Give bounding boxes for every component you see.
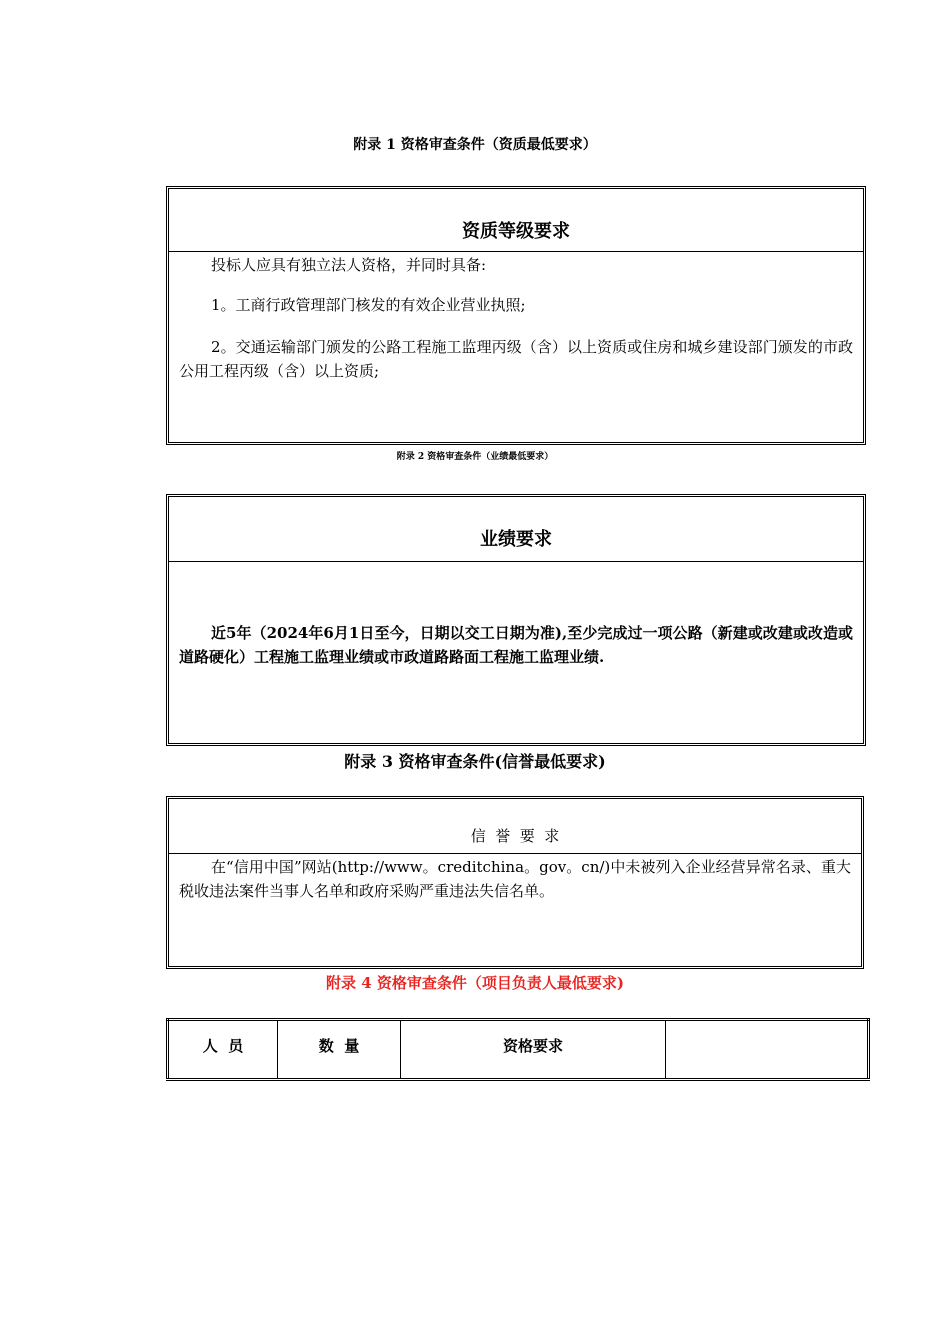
appendix1-caption: 附录 1 资格审查条件（资质最低要求） (353, 137, 597, 153)
appendix2-caption: 附录 2 资格审查条件（业绩最低要求） (396, 452, 554, 462)
performance-header: 业绩要求 (169, 497, 863, 562)
performance-table (166, 494, 866, 746)
qualification-table (166, 186, 866, 445)
qualification-paragraph-3: 2。交通运输部门颁发的公路工程施工监理丙级（含）以上资质或住房和城乡建设部门颁发的市政公用工程丙级（含）以上资质; (179, 338, 853, 380)
appendix3-caption: 附录 3 资格审查条件(信誉最低要求) (344, 752, 606, 771)
column-quantity: 数 量 (278, 1020, 401, 1080)
qualification-paragraph-1: 投标人应具有独立法人资格，并同时具备: (211, 256, 487, 274)
column-qualification: 资格要求 (401, 1020, 666, 1080)
personnel-table (166, 1018, 870, 1081)
appendix4-caption: 附录 4 资格审查条件（项目负责人最低要求) (326, 974, 624, 992)
performance-paragraph: 近5年（2024年6月1日至今，日期以交工日期为准),至少完成过一项公路（新建或改建或改造或道路硬化）工程施工监理业绩或市政道路路面工程施工监理业绩. (179, 624, 853, 666)
credit-header: 信 誉 要 求 (169, 799, 861, 854)
credit-paragraph: 在“信用中国”网站(http://www。creditchina。gov。cn/)中未被列入企业经营异常名录、重大税收违法案件当事人名单和政府采购严重违法失信名单。 (179, 858, 851, 900)
qualification-paragraph-2: 1。工商行政管理部门核发的有效企业营业执照; (211, 296, 526, 314)
column-extra (666, 1020, 869, 1080)
credit-table (166, 796, 864, 969)
column-personnel: 人 员 (168, 1020, 278, 1080)
qualification-header: 资质等级要求 (169, 189, 863, 252)
personnel-header-row (168, 1020, 869, 1080)
